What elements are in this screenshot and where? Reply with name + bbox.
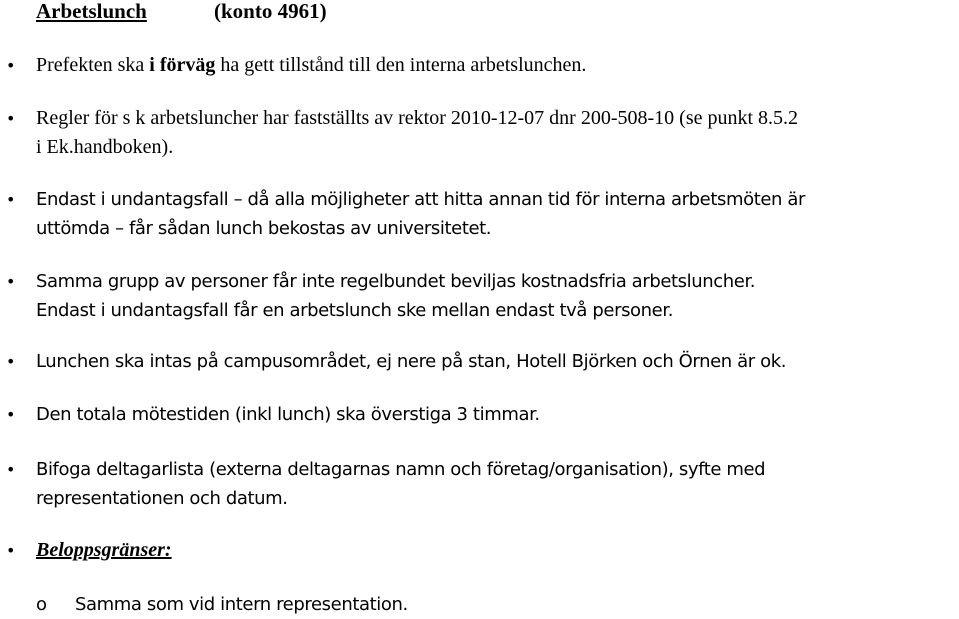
section-heading [36, 0, 327, 23]
bullet-icon: • [6, 109, 16, 128]
bullet-item-location [6, 347, 951, 376]
heading-account: (konto 4961) [214, 0, 327, 23]
bullet-line: representationen och datum. [36, 488, 288, 509]
sub-bullet-icon: o [36, 594, 47, 615]
bullet-line: i Ek.handboken). [36, 136, 174, 158]
bullet-item-meeting-time [6, 400, 951, 429]
bullet-line: Samma grupp av personer får inte regelbundet beviljas kostnadsfria arbetsluncher. [36, 271, 756, 292]
heading-title: Arbetslunch [36, 0, 147, 23]
bullet-text-post: ha gett tillstånd till den interna arbetslunchen. [215, 54, 587, 76]
bullet-icon: • [6, 541, 16, 560]
bullet-item-exceptional-cases [6, 185, 951, 243]
bullet-item-amount-limits [6, 536, 951, 565]
sub-item-text: Samma som vid intern representation. [75, 594, 408, 615]
bullet-text-bold: i förväg [149, 54, 216, 76]
bullet-line: Bifoga deltagarlista (externa deltagarnas namn och företag/organisation), syfte med [36, 459, 766, 480]
bullet-line: Endast i undantagsfall får en arbetslunch ske mellan endast två personer. [36, 300, 674, 321]
bullet-line: Lunchen ska intas på campusområdet, ej nere på stan, Hotell Björken och Örnen är ok. [36, 351, 787, 372]
bullet-line: uttömda – får sådan lunch bekostas av universitetet. [36, 218, 492, 239]
amount-limits-heading: Beloppsgränser: [36, 539, 172, 561]
bullet-icon: • [6, 56, 16, 75]
bullet-text-pre: Prefekten ska [36, 54, 150, 76]
bullet-item-rules [6, 104, 951, 162]
bullet-line: Regler för s k arbetsluncher har fastställts av rektor 2010-12-07 dnr 200-508-10 (se punkt 8.5.2 [36, 107, 799, 129]
bullet-line: Den totala mötestiden (inkl lunch) ska överstiga 3 timmar. [36, 404, 540, 425]
bullet-item-prior-approval [6, 51, 951, 80]
bullet-icon: • [6, 190, 16, 209]
bullet-icon: • [6, 352, 16, 371]
bullet-icon: • [6, 460, 16, 479]
bullet-icon: • [6, 272, 16, 291]
bullet-item-attendee-list [6, 455, 951, 513]
bullet-line: Endast i undantagsfall – då alla möjligheter att hitta annan tid för interna arbetsmöten är [36, 189, 805, 210]
bullet-item-same-group [6, 267, 951, 325]
sub-item-same-as-internal [36, 590, 408, 619]
bullet-icon: • [6, 405, 16, 424]
